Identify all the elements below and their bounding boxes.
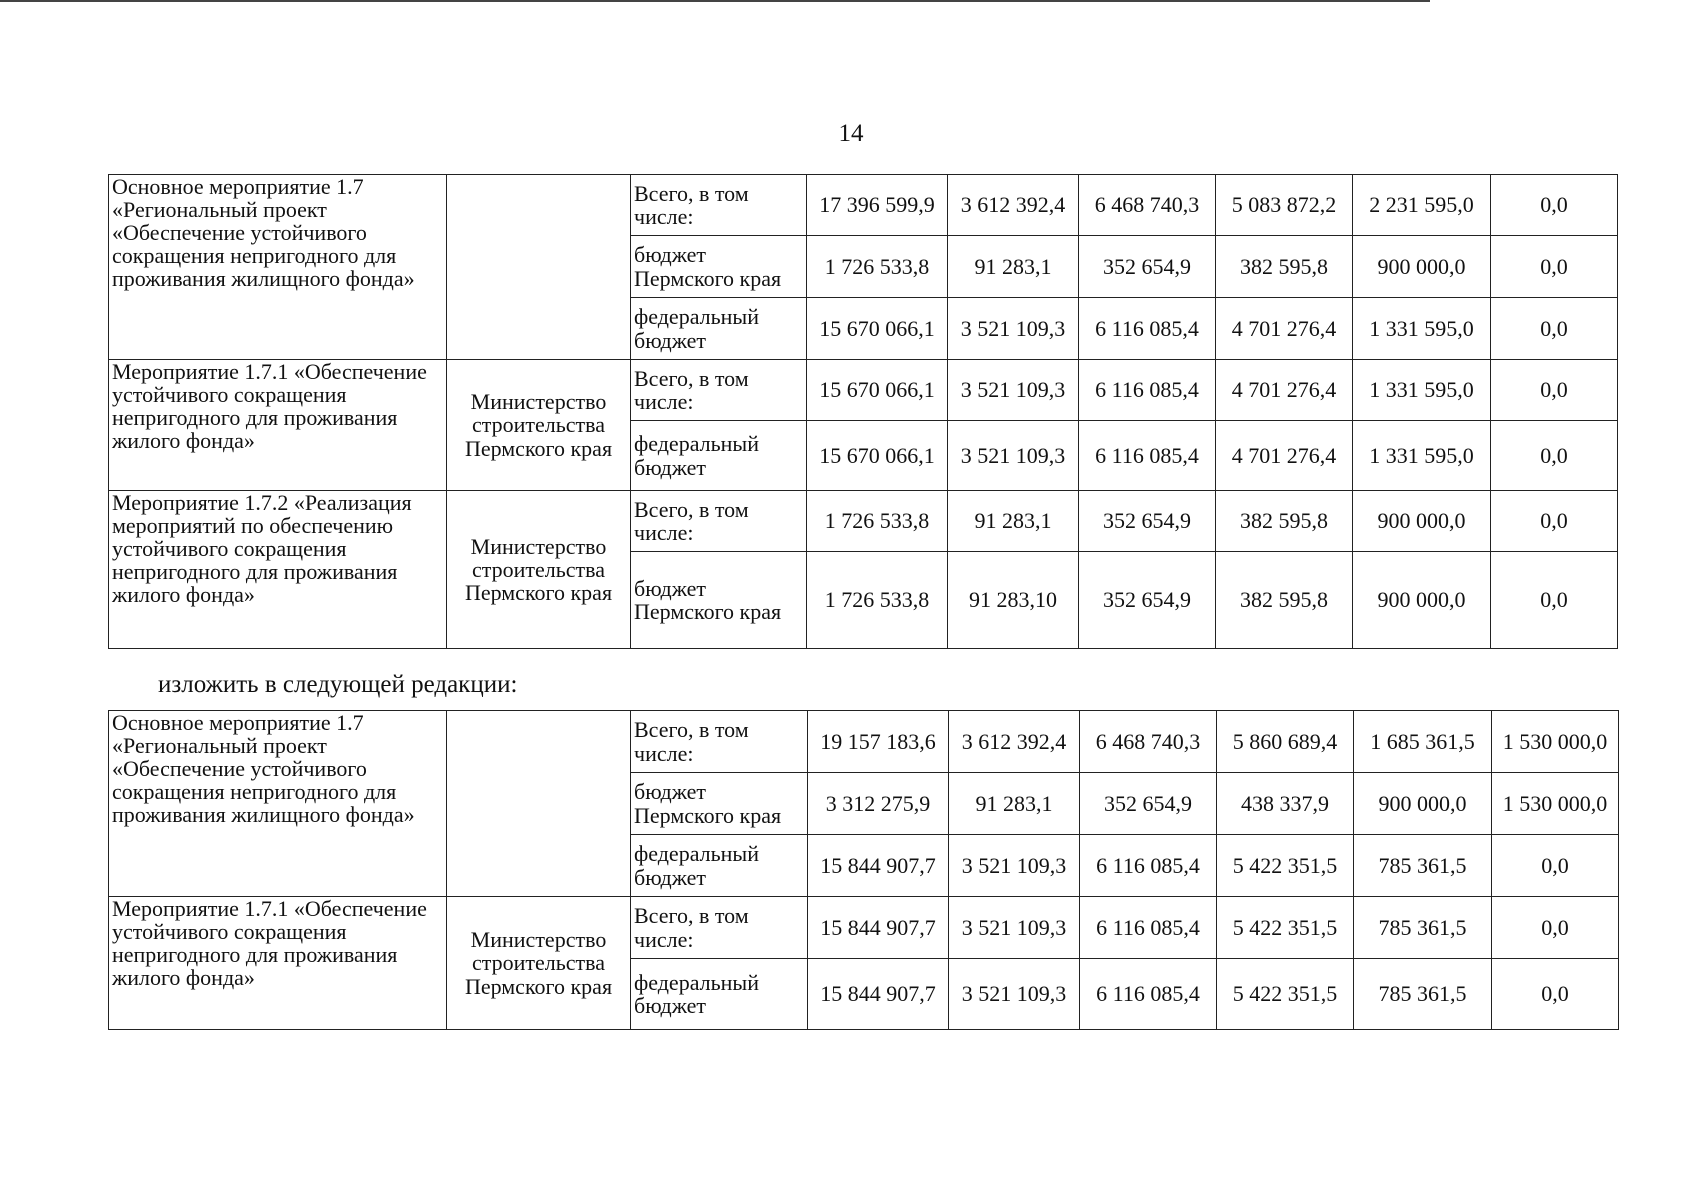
table-row xyxy=(109,897,1619,959)
amount-cell: 900 000,0 xyxy=(1354,773,1492,835)
amount-cell: 785 361,5 xyxy=(1354,897,1492,959)
funding-source-cell: Всего, в том числе: xyxy=(631,897,808,959)
amount-cell: 3 612 392,4 xyxy=(949,711,1080,773)
activity-name-cell: Основное мероприятие 1.7 «Региональный проект «Обеспечение устойчивого сокращения непригодного для проживания жилищного фонда» xyxy=(109,175,447,360)
amount-cell: 6 116 085,4 xyxy=(1080,959,1217,1030)
amount-cell: 1 331 595,0 xyxy=(1353,298,1491,360)
amount-cell: 15 844 907,7 xyxy=(808,897,949,959)
amount-cell: 5 422 351,5 xyxy=(1217,897,1354,959)
top-rule xyxy=(0,0,1430,2)
executor-cell: Министерство строительства Пермского края xyxy=(447,491,631,649)
amount-cell: 6 468 740,3 xyxy=(1079,175,1216,236)
amount-cell: 0,0 xyxy=(1491,298,1618,360)
amount-cell: 91 283,1 xyxy=(949,773,1080,835)
table-row xyxy=(109,360,1618,421)
amount-cell: 0,0 xyxy=(1491,175,1618,236)
activity-name-cell: Мероприятие 1.7.2 «Реализация мероприятий по обеспечению устойчивого сокращения непригодного для проживания жилого фонда» xyxy=(109,491,447,649)
funding-source-cell: Всего, в том числе: xyxy=(631,360,807,421)
funding-source-cell: федеральный бюджет xyxy=(631,835,808,897)
funding-source-cell: федеральный бюджет xyxy=(631,959,808,1030)
amount-cell: 3 521 109,3 xyxy=(948,298,1079,360)
amount-cell: 352 654,9 xyxy=(1080,773,1217,835)
amount-cell: 900 000,0 xyxy=(1353,552,1491,649)
amount-cell: 15 844 907,7 xyxy=(808,835,949,897)
amount-cell: 1 726 533,8 xyxy=(807,236,948,298)
amount-cell: 15 670 066,1 xyxy=(807,360,948,421)
amount-cell: 3 521 109,3 xyxy=(948,360,1079,421)
amount-cell: 5 422 351,5 xyxy=(1217,959,1354,1030)
amount-cell: 3 521 109,3 xyxy=(949,835,1080,897)
amount-cell: 6 116 085,4 xyxy=(1080,897,1217,959)
amount-cell: 2 231 595,0 xyxy=(1353,175,1491,236)
amount-cell: 6 116 085,4 xyxy=(1079,298,1216,360)
amount-cell: 6 116 085,4 xyxy=(1080,835,1217,897)
amount-cell: 0,0 xyxy=(1491,552,1618,649)
funding-source-cell: Всего, в том числе: xyxy=(631,175,807,236)
table-row xyxy=(109,175,1618,236)
amount-cell: 91 283,10 xyxy=(948,552,1079,649)
amount-cell: 6 116 085,4 xyxy=(1079,421,1216,491)
amount-cell: 0,0 xyxy=(1491,491,1618,552)
page-number: 14 xyxy=(838,120,864,147)
amount-cell: 3 521 109,3 xyxy=(949,959,1080,1030)
funding-source-cell: федеральный бюджет xyxy=(631,298,807,360)
amount-cell: 4 701 276,4 xyxy=(1216,421,1353,491)
amount-cell: 1 726 533,8 xyxy=(807,491,948,552)
amount-cell: 3 312 275,9 xyxy=(808,773,949,835)
amount-cell: 785 361,5 xyxy=(1354,835,1492,897)
amount-cell: 15 670 066,1 xyxy=(807,421,948,491)
funding-source-cell: бюджет Пермского края xyxy=(631,552,807,649)
funding-source-cell: бюджет Пермского края xyxy=(631,773,808,835)
amount-cell: 3 521 109,3 xyxy=(948,421,1079,491)
amount-cell: 352 654,9 xyxy=(1079,491,1216,552)
executor-cell: Министерство строительства Пермского края xyxy=(447,897,631,1030)
amount-cell: 900 000,0 xyxy=(1353,236,1491,298)
amount-cell: 352 654,9 xyxy=(1079,552,1216,649)
amount-cell: 0,0 xyxy=(1492,897,1619,959)
amount-cell: 0,0 xyxy=(1491,421,1618,491)
amount-cell: 19 157 183,6 xyxy=(808,711,949,773)
amount-cell: 91 283,1 xyxy=(948,491,1079,552)
amount-cell: 0,0 xyxy=(1491,360,1618,421)
activity-name-cell: Основное мероприятие 1.7 «Региональный проект «Обеспечение устойчивого сокращения непригодного для проживания жилищного фонда» xyxy=(109,711,447,897)
executor-cell: Министерство строительства Пермского края xyxy=(447,360,631,491)
amount-cell: 900 000,0 xyxy=(1353,491,1491,552)
funding-source-cell: Всего, в том числе: xyxy=(631,711,808,773)
amount-cell: 438 337,9 xyxy=(1217,773,1354,835)
amount-cell: 1 726 533,8 xyxy=(807,552,948,649)
amount-cell: 382 595,8 xyxy=(1216,552,1353,649)
table-row xyxy=(109,711,1619,773)
amount-cell: 4 701 276,4 xyxy=(1216,298,1353,360)
amount-cell: 1 685 361,5 xyxy=(1354,711,1492,773)
amount-cell: 0,0 xyxy=(1492,835,1619,897)
amount-cell: 17 396 599,9 xyxy=(807,175,948,236)
amount-cell: 1 331 595,0 xyxy=(1353,421,1491,491)
amount-cell: 1 331 595,0 xyxy=(1353,360,1491,421)
amount-cell: 6 468 740,3 xyxy=(1080,711,1217,773)
amount-cell: 5 422 351,5 xyxy=(1217,835,1354,897)
funding-source-cell: бюджет Пермского края xyxy=(631,236,807,298)
table-row xyxy=(109,491,1618,552)
amount-cell: 5 860 689,4 xyxy=(1217,711,1354,773)
amount-cell: 5 083 872,2 xyxy=(1216,175,1353,236)
amount-cell: 382 595,8 xyxy=(1216,236,1353,298)
amount-cell: 4 701 276,4 xyxy=(1216,360,1353,421)
amount-cell: 15 844 907,7 xyxy=(808,959,949,1030)
amount-cell: 785 361,5 xyxy=(1354,959,1492,1030)
funding-source-cell: федеральный бюджет xyxy=(631,421,807,491)
activity-name-cell: Мероприятие 1.7.1 «Обеспечение устойчивого сокращения непригодного для проживания жилого фонда» xyxy=(109,360,447,491)
program-table-new xyxy=(108,710,1619,1030)
amount-cell: 1 530 000,0 xyxy=(1492,711,1619,773)
program-table-old xyxy=(108,174,1618,649)
amount-cell: 6 116 085,4 xyxy=(1079,360,1216,421)
amount-cell: 0,0 xyxy=(1491,236,1618,298)
activity-name-cell: Мероприятие 1.7.1 «Обеспечение устойчивого сокращения непригодного для проживания жилого фонда» xyxy=(109,897,447,1030)
executor-cell xyxy=(447,175,631,360)
amount-cell: 3 521 109,3 xyxy=(949,897,1080,959)
amount-cell: 3 612 392,4 xyxy=(948,175,1079,236)
amount-cell: 382 595,8 xyxy=(1216,491,1353,552)
amount-cell: 91 283,1 xyxy=(948,236,1079,298)
funding-source-cell: Всего, в том числе: xyxy=(631,491,807,552)
amount-cell: 15 670 066,1 xyxy=(807,298,948,360)
amount-cell: 1 530 000,0 xyxy=(1492,773,1619,835)
amendment-intro-text: изложить в следующей редакции: xyxy=(158,671,518,698)
amount-cell: 352 654,9 xyxy=(1079,236,1216,298)
executor-cell xyxy=(447,711,631,897)
amount-cell: 0,0 xyxy=(1492,959,1619,1030)
